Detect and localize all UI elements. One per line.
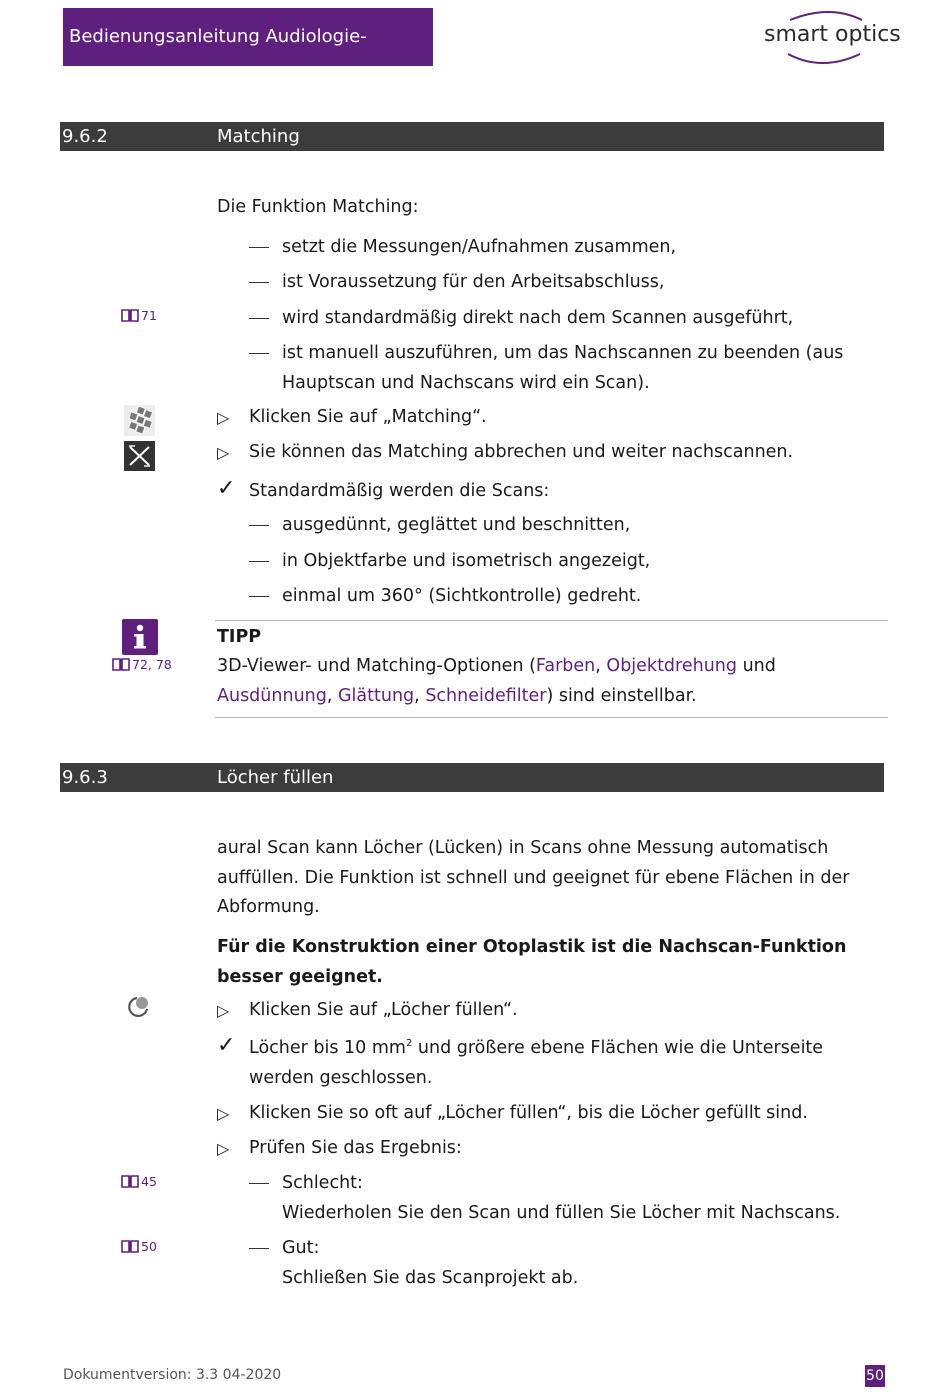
link-objektdrehung[interactable]: Objektdrehung — [606, 656, 737, 676]
book-icon — [121, 1240, 139, 1253]
result-bad: Schlecht: Wiederholen Sie den Scan und füllen Sie Löcher mit Nachscans. — [249, 1169, 869, 1228]
section-number: 9.6.2 — [62, 126, 108, 147]
matching-icon[interactable] — [124, 405, 155, 436]
section-number: 9.6.3 — [62, 767, 108, 788]
step-click-matching: ▷ Klicken Sie auf „Matching“. — [217, 407, 487, 427]
section-heading-9-6-3 — [60, 763, 884, 792]
document-title: Bedienungsanleitung Audiologie-Scanner — [69, 26, 367, 105]
logo-swoosh-icon — [760, 6, 890, 70]
tip-bottom-rule — [215, 717, 888, 718]
fill-holes-icon[interactable] — [126, 995, 152, 1019]
tip-text: 3D-Viewer- und Matching-Optionen (Farben, Objektdrehung und Ausdünnung, Glättung, Schneidefilter) sind einstellbar. — [217, 656, 776, 706]
tip-label: TIPP — [217, 627, 262, 647]
book-icon — [121, 309, 139, 322]
step-repeat-fill: ▷ Klicken Sie so oft auf „Löcher füllen“, bis die Löcher gefüllt sind. — [217, 1103, 808, 1123]
page-reference-72-78[interactable]: 72, 78 — [112, 657, 172, 672]
list-item: einmal um 360° (Sichtkontrolle) gedreht. — [249, 582, 869, 612]
document-version: Dokumentversion: 3.3 04-2020 — [63, 1367, 282, 1383]
step-check-result: ▷ Prüfen Sie das Ergebnis: — [217, 1138, 462, 1158]
list-item: wird standardmäßig direkt nach dem Scannen ausgeführt, — [249, 304, 869, 334]
step-click-fill-holes: ▷ Klicken Sie auf „Löcher füllen“. — [217, 1000, 518, 1020]
link-farben[interactable]: Farben — [535, 656, 596, 676]
link-ausduennung[interactable]: Ausdünnung — [217, 685, 327, 706]
fill-holes-note: Für die Konstruktion einer Otoplastik ist die Nachscan-Funktion besser geeignet. — [217, 937, 847, 987]
logo-text: smart optics — [764, 22, 901, 47]
link-glaettung[interactable]: Glättung — [338, 685, 415, 706]
page-reference-71[interactable]: 71 — [121, 308, 157, 323]
link-schneidefilter[interactable]: Schneidefilter — [425, 685, 547, 706]
document-title-banner — [63, 8, 433, 105]
section-title: Matching — [217, 126, 300, 147]
fill-holes-description: aural Scan kann Löcher (Lücken) in Scans ohne Messung automatisch auffüllen. Die Funktion ist schnell und geeignet für ebene Flächen in der Abformung. — [217, 838, 850, 917]
cancel-matching-icon[interactable] — [124, 441, 155, 471]
result-good: Gut: Schließen Sie das Scanprojekt ab. — [249, 1234, 869, 1293]
smart-optics-logo — [760, 6, 901, 70]
result-default: ✓ Standardmäßig werden die Scans: — [217, 476, 550, 501]
section-title: Löcher füllen — [217, 767, 334, 788]
list-item: in Objektfarbe und isometrisch angezeigt, — [249, 547, 869, 577]
list-item: setzt die Messungen/Aufnahmen zusammen, — [249, 233, 869, 263]
matching-intro: Die Funktion Matching: — [217, 197, 419, 217]
info-icon — [122, 619, 158, 655]
result-holes-closed: ✓ Löcher bis 10 $mm^2$ und größere ebene Flächen wie die Unterseite werden geschlossen. — [217, 1033, 824, 1088]
book-icon — [112, 658, 130, 671]
book-icon — [121, 1175, 139, 1188]
page-reference-45[interactable]: 45 — [121, 1174, 157, 1189]
tip-top-rule — [215, 620, 888, 621]
list-item: ist Voraussetzung für den Arbeitsabschluss, — [249, 268, 869, 298]
step-cancel-matching: ▷ Sie können das Matching abbrechen und weiter nachscannen. — [217, 442, 794, 462]
page-reference-50[interactable]: 50 — [121, 1239, 157, 1254]
list-item: ausgedünnt, geglättet und beschnitten, — [249, 511, 869, 541]
section-heading-9-6-2 — [60, 122, 884, 151]
page-number: 50 — [865, 1365, 885, 1387]
list-item: ist manuell auszuführen, um das Nachscannen zu beenden (aus Hauptscan und Nachscans wird ein Scan). — [249, 339, 869, 398]
